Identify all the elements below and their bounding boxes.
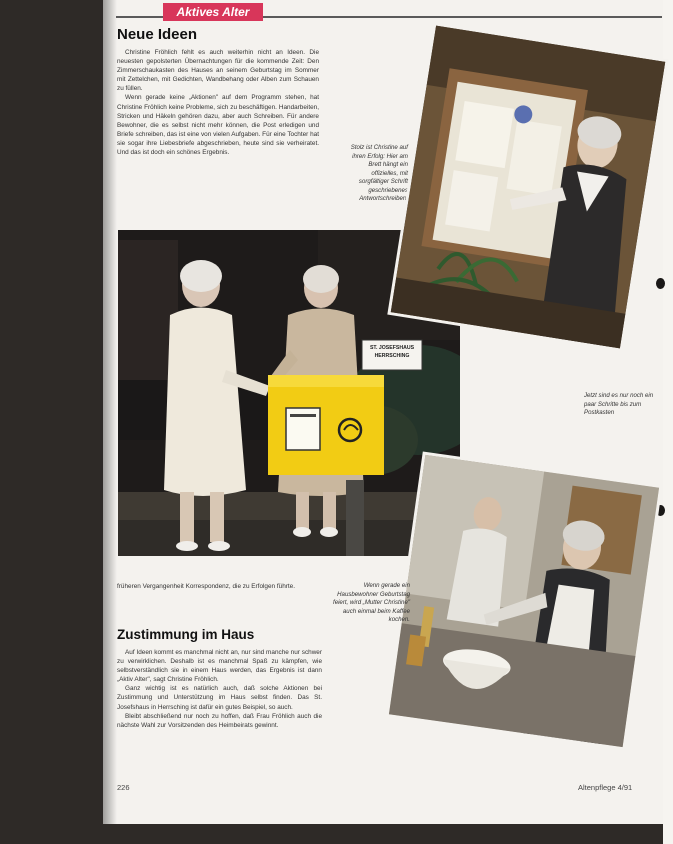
body-text-top [117, 48, 319, 208]
headline: Neue Ideen [117, 26, 198, 43]
caption-bottom-photo: Wenn gerade ein Hausbewohner Geburtstag feiert, wird „Mutter Christine" auch einmal beim Kaffee kochen. [333, 582, 410, 623]
paragraph: Christine Fröhlich fehlt es auch weiterhin nicht an Ideen. Die neuesten gepolsterten Übernachtungen für die kommende Zeit: Den Zimmerschaukasten des Hauses an seinem Geburtstag im Sommer mit Zettelchen, mit Gedichten, Wandbehang oder Alben zum Schauen zu füllen. [117, 49, 319, 93]
paragraph: Ganz wichtig ist es natürlich auch, daß solche Aktionen bei Zustimmung und Unterstützung im Haus selbst finden. Das St. Josefshaus in Herrsching ist dafür ein gutes Beispiel, so auch. [117, 685, 322, 711]
photo-notice-board [391, 26, 666, 349]
gutter-shadow [103, 0, 117, 824]
photo-kitchen [389, 455, 659, 747]
next-page-edge [663, 0, 673, 844]
paragraph: Auf Ideen kommt es manchmal nicht an, nur sind manche nur schwer zu verwirklichen. Deshalb ist es manchmal Spaß zu kämpfen, wie selbstverständlich sie in einem Haus werden, das Ergebnis ist dann „Aktiv Alter", sagt Christine Fröhlich. [117, 649, 322, 684]
binder-hole [656, 278, 665, 289]
paragraph: Wenn gerade keine „Aktionen" auf dem Programm stehen, hat Christine Fröhlich keine Probleme, sich zu beschäftigen. Handarbeiten, Stricken und Häkeln gehören dazu, aber auch Schreiben. Für andere Bewohner, die es selbst nicht mehr können, die Post erledigen und Briefe schreiben, das ist eine von vielen Aufgaben. Für eine Tochter hat sie sogar ihre Liebesbriefe abgeschrieben, heute sind sie verheiratet. Und das ist doch ein schönes Ergebnis. [117, 94, 319, 157]
paragraph: Bleibt abschließend nur noch zu hoffen, daß Frau Fröhlich auch die nächste Wahl zur Vorsitzenden des Heimbeirats gewinnt. [117, 712, 322, 729]
sign-line: HERRSCHING [374, 353, 410, 359]
subheadline: Zustimmung im Haus [117, 627, 255, 642]
caption-top-photo: Stolz ist Christine auf ihren Erfolg: Hier am Brett hängt ein offizielles, mit sorgfältiger Schrift geschriebenes Antwortschreiben. [350, 144, 408, 202]
body-text-bottom [117, 648, 322, 776]
photo-kitchen-image [389, 455, 659, 747]
sign-label [364, 344, 420, 360]
magazine-issue: Altenpflege 4/91 [578, 783, 633, 792]
page-number: 226 [117, 783, 130, 792]
section-label: Aktives Alter [163, 3, 263, 21]
photo-notice-board-image [391, 26, 666, 349]
paragraph-after-photo: früheren Vergangenheit Korrespondenz, die zu Erfolgen führte. [117, 583, 295, 590]
sign-line: ST. JOSEFSHAUS [369, 345, 415, 351]
binder-hole [656, 505, 665, 516]
caption-middle-right: Jetzt sind es nur noch ein paar Schritte bis zum Postkasten [584, 392, 654, 416]
